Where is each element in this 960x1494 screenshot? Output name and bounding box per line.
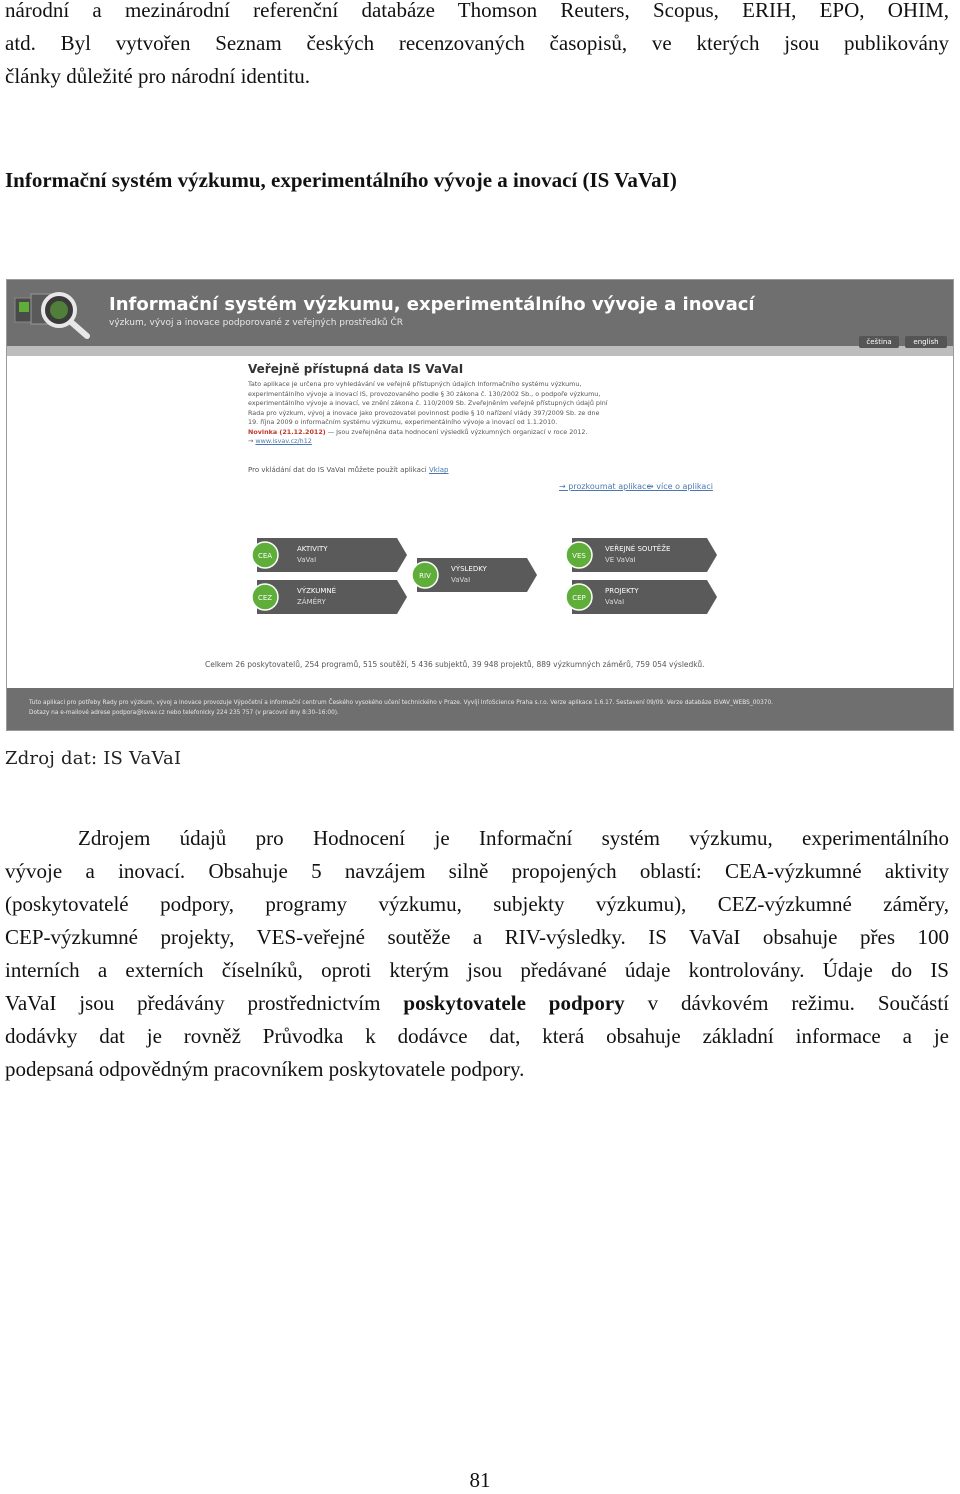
pub-line: Tato aplikace je určena pro vyhledávání ve veřejně přístupných údajích Informačního systému výzkumu,: [248, 380, 582, 388]
screenshot-title: Informační systém výzkumu, experimentálního vývoje a inovací: [109, 294, 755, 315]
area-label-ves-2: VE VaVaI: [605, 556, 636, 564]
body-line-3: (poskytovatelé podpory, programy výzkumu, subjekty výzkumu), CEZ-výzkumné záměry,: [5, 892, 949, 916]
news-label: Novinka (21.12.2012): [248, 427, 326, 436]
news-text: Jsou zveřejněna data hodnocení výsledků výzkumných organizací v roce 2012.: [336, 427, 588, 436]
public-data-text: [248, 380, 698, 447]
vklap-link[interactable]: Vklap: [428, 466, 449, 474]
screenshot-footer-text: [29, 698, 929, 718]
area-tile-ves[interactable]: [566, 538, 717, 572]
nav-english-button[interactable]: english: [905, 336, 947, 348]
page-number: 81: [469, 1468, 491, 1492]
area-label-cep-1: PROJEKTY: [605, 587, 639, 595]
public-data-title: Veřejně přístupná data IS VaVaI: [248, 362, 464, 376]
areas-diagram: [237, 538, 717, 618]
area-tile-cep[interactable]: [566, 580, 717, 614]
area-label-riv-2: VaVaI: [451, 576, 471, 584]
footer-line: Dotazy na e-mailové adrese podpora@isvav.cz nebo telefonicky 224 235 757 (v pracovní dny 8:30–16:00).: [29, 710, 339, 716]
body-line-8: podepsaná odpovědným pracovníkem poskytovatele podpory.: [5, 1057, 525, 1081]
magnifier-logo-icon: [13, 284, 95, 340]
pub-line: Rada pro výzkum, vývoj a inovace jako provozovatel povinnost podle § 10 nařízení vlády 397/2009 Sb. ze dne: [248, 408, 600, 417]
area-label-cez-2: ZÁMĚRY: [297, 598, 326, 606]
body-line-6: [5, 987, 949, 1020]
body-line-6b: v dávkovém režimu. Součástí: [624, 991, 949, 1015]
area-code-cea: CEA: [257, 552, 273, 560]
screenshot-subtitle: výzkum, vývoj a inovace podporované z veřejných prostředků ČR: [109, 318, 403, 328]
body-line-2: vývoje a inovací. Obsahuje 5 navzájem silně propojených oblastí: CEA-výzkumné aktivity: [5, 859, 949, 883]
area-label-riv-1: VÝSLEDKY: [451, 565, 487, 573]
screenshot-navbar: [7, 346, 953, 356]
area-tile-cea[interactable]: [252, 538, 407, 572]
body-line-7: dodávky dat je rovněž Průvodka k dodávce dat, která obsahuje základní informace a je: [5, 1024, 949, 1048]
news-line: Novinka (21.12.2012) — Jsou zveřejněna data hodnocení výsledků výzkumných organizací v roce 2012.: [248, 427, 588, 436]
section-heading: Informační systém výzkumu, experimentálního vývoje a inovací (IS VaVaI): [5, 168, 677, 192]
area-tile-cez[interactable]: [252, 580, 407, 614]
area-label-cep-2: VaVaI: [605, 598, 625, 606]
nav-cestina-button[interactable]: čeština: [859, 336, 899, 348]
area-label-cea-2: VaVaI: [297, 556, 317, 564]
pub-line: 19. října 2009 o informačním systému výzkumu, experimentálního vývoje a inovací od 1.1.2010.: [248, 418, 558, 426]
explore-apps-link[interactable]: → prozkoumat aplikace: [559, 482, 652, 491]
pub-line: experimentálního vývoje a inovací, ve znění zákona č. 110/2009 Sb. Zveřejněním veřejně přístupných údajů plní: [248, 399, 608, 407]
footer-line: Tuto aplikaci pro potřeby Rady pro výzkum, vývoj a inovace provozuje Výpočetní a informační centrum Českého vysokého učení technického v Praze. Vyvíjí InfoScience Praha s.r.o. Verze aplikace 1.6.17. Sestavení 09/09. Verze databáze ISVAV_WEBS_00370.: [29, 700, 774, 706]
intro-line-3: články důležité pro národní identitu.: [5, 64, 310, 88]
area-code-riv: RIV: [419, 572, 431, 580]
about-app-link[interactable]: → více o aplikaci: [647, 482, 713, 491]
area-label-ves-1: VEŘEJNÉ SOUTĚŽE: [605, 545, 671, 553]
area-code-cez: CEZ: [257, 594, 273, 602]
body-line-5: interních a externích číselníků, oproti kterým jsou předávané údaje kontrolovány. Údaje do IS: [5, 958, 949, 982]
body-line-1: Zdrojem údajů pro Hodnocení je Informační systém výzkumu, experimentálního: [78, 826, 949, 850]
pub-line: experimentálního vývoje a inovací IS, provozovaného podle § 30 zákona č. 130/2002 Sb., o podpoře výzkumu,: [248, 389, 601, 398]
area-code-cep: CEP: [572, 594, 586, 602]
totals-line: Celkem 26 poskytovatelů, 254 programů, 515 soutěží, 5 436 subjektů, 39 948 projektů, 889 výzkumných záměrů, 759 054 výsledků.: [205, 660, 705, 669]
bold-provider: poskytovatele podpory: [403, 991, 625, 1015]
area-label-cea-1: AKTIVITY: [297, 545, 328, 553]
intro-line-2: atd. Byl vytvořen Seznam českých recenzovaných časopisů, ve kterých jsou publikovány: [5, 31, 949, 55]
intro-line-1: národní a mezinárodní referenční databáze Thomson Reuters, Scopus, ERIH, EPO, OHIM,: [5, 0, 949, 22]
vklap-hint: [248, 466, 449, 474]
body-paragraph: [5, 822, 949, 1086]
news-link-line: → www.isvav.cz/h12: [248, 437, 312, 445]
news-link[interactable]: www.isvav.cz/h12: [255, 437, 312, 445]
area-label-cez-1: VÝZKUMNÉ: [297, 587, 337, 595]
figure-caption: Zdroj dat: IS VaVaI: [5, 748, 182, 769]
body-line-4: CEP-výzkumné projekty, VES-veřejné soutěže a RIV-výsledky. IS VaVaI obsahuje přes 100: [5, 925, 949, 949]
hint-text: Pro vkládání dat do IS VaVaI můžete použít aplikaci: [248, 466, 427, 474]
is-vavai-screenshot: [6, 279, 954, 731]
intro-paragraph: [5, 0, 949, 93]
area-tile-riv[interactable]: [412, 558, 537, 592]
body-line-6a: VaVaI jsou předávány prostřednictvím: [5, 991, 404, 1015]
area-code-ves: VES: [572, 552, 586, 560]
